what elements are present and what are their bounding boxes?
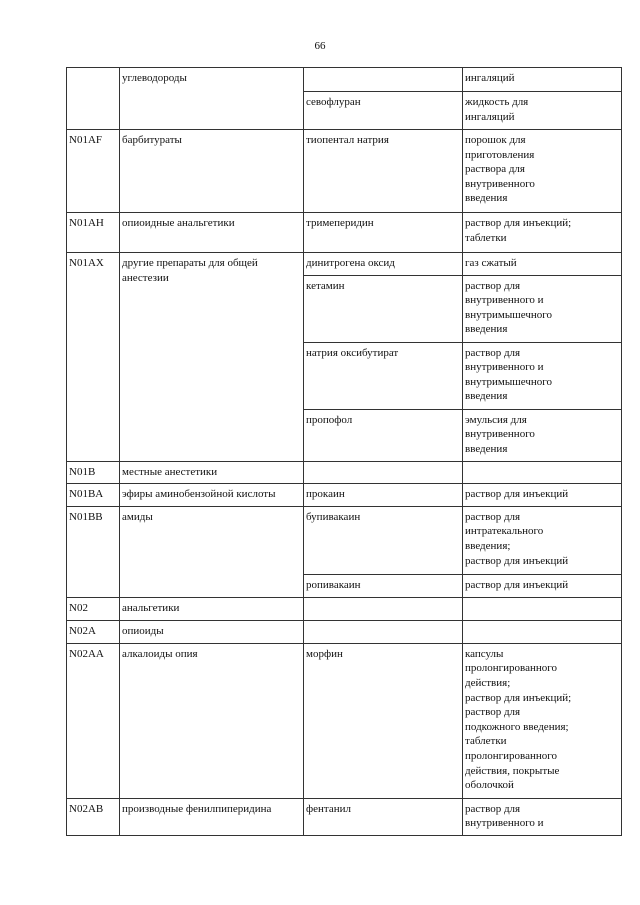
- atc-code-cell: N01AF: [67, 130, 120, 213]
- group-cell: эфиры аминобензойной кислоты: [120, 484, 304, 507]
- table-row: [67, 253, 622, 276]
- drug-cell: [304, 620, 463, 643]
- drug-cell: [304, 597, 463, 620]
- drug-cell: фентанил: [304, 798, 463, 835]
- drug-cell: тиопентал натрия: [304, 130, 463, 213]
- form-cell: газ сжатый: [463, 253, 622, 276]
- form-cell: раствор для интратекального введения; раствор для инъекций: [463, 506, 622, 574]
- group-cell: углеводороды: [120, 68, 304, 130]
- atc-code-cell: N01AX: [67, 253, 120, 462]
- form-cell: капсулы пролонгированного действия; раствор для инъекций; раствор для подкожного введения; таблетки пролонгированного действия, покрытые оболочкой: [463, 643, 622, 798]
- group-cell: производные фенилпиперидина: [120, 798, 304, 835]
- atc-code-cell: N01BA: [67, 484, 120, 507]
- drug-cell: тримеперидин: [304, 213, 463, 253]
- atc-code-cell: N01BB: [67, 506, 120, 597]
- drug-cell: прокаин: [304, 484, 463, 507]
- drug-cell: ропивакаин: [304, 574, 463, 597]
- drug-cell: [304, 68, 463, 92]
- form-cell: жидкость для ингаляций: [463, 92, 622, 130]
- table-row: [67, 461, 622, 484]
- drug-cell: севофлуран: [304, 92, 463, 130]
- table-row: [67, 130, 622, 213]
- form-cell: порошок для приготовления раствора для внутривенного введения: [463, 130, 622, 213]
- form-cell: раствор для внутривенного и внутримышечного введения: [463, 342, 622, 409]
- drug-cell: бупивакаин: [304, 506, 463, 574]
- atc-code-cell: N02A: [67, 620, 120, 643]
- drug-cell: [304, 461, 463, 484]
- group-cell: амиды: [120, 506, 304, 597]
- form-cell: раствор для инъекций: [463, 574, 622, 597]
- drug-table: [66, 67, 622, 836]
- table-row: [67, 68, 622, 92]
- atc-code-cell: N02AB: [67, 798, 120, 835]
- group-cell: местные анестетики: [120, 461, 304, 484]
- atc-code-cell: N02: [67, 597, 120, 620]
- table-row: [67, 213, 622, 253]
- atc-code-cell: [67, 68, 120, 130]
- form-cell: [463, 597, 622, 620]
- group-cell: барбитураты: [120, 130, 304, 213]
- form-cell: раствор для внутривенного и внутримышечного введения: [463, 275, 622, 342]
- table-row: [67, 484, 622, 507]
- table-row: [67, 506, 622, 574]
- atc-code-cell: N01B: [67, 461, 120, 484]
- group-cell: алкалоиды опия: [120, 643, 304, 798]
- group-cell: опиоиды: [120, 620, 304, 643]
- form-cell: [463, 461, 622, 484]
- table-row: [67, 643, 622, 798]
- form-cell: эмульсия для внутривенного введения: [463, 409, 622, 461]
- form-cell: [463, 620, 622, 643]
- drug-cell: натрия оксибутират: [304, 342, 463, 409]
- group-cell: анальгетики: [120, 597, 304, 620]
- drug-cell: динитрогена оксид: [304, 253, 463, 276]
- form-cell: раствор для инъекций: [463, 484, 622, 507]
- drug-cell: кетамин: [304, 275, 463, 342]
- table-row: [67, 620, 622, 643]
- drug-cell: пропофол: [304, 409, 463, 461]
- page-number: 66: [314, 40, 326, 52]
- form-cell: раствор для инъекций; таблетки: [463, 213, 622, 253]
- form-cell: раствор для внутривенного и: [463, 798, 622, 835]
- group-cell: опиоидные анальгетики: [120, 213, 304, 253]
- group-cell: другие препараты для общей анестезии: [120, 253, 304, 462]
- drug-cell: морфин: [304, 643, 463, 798]
- atc-code-cell: N02AA: [67, 643, 120, 798]
- form-cell: ингаляций: [463, 68, 622, 92]
- table-row: [67, 597, 622, 620]
- table-row: [67, 798, 622, 835]
- atc-code-cell: N01AH: [67, 213, 120, 253]
